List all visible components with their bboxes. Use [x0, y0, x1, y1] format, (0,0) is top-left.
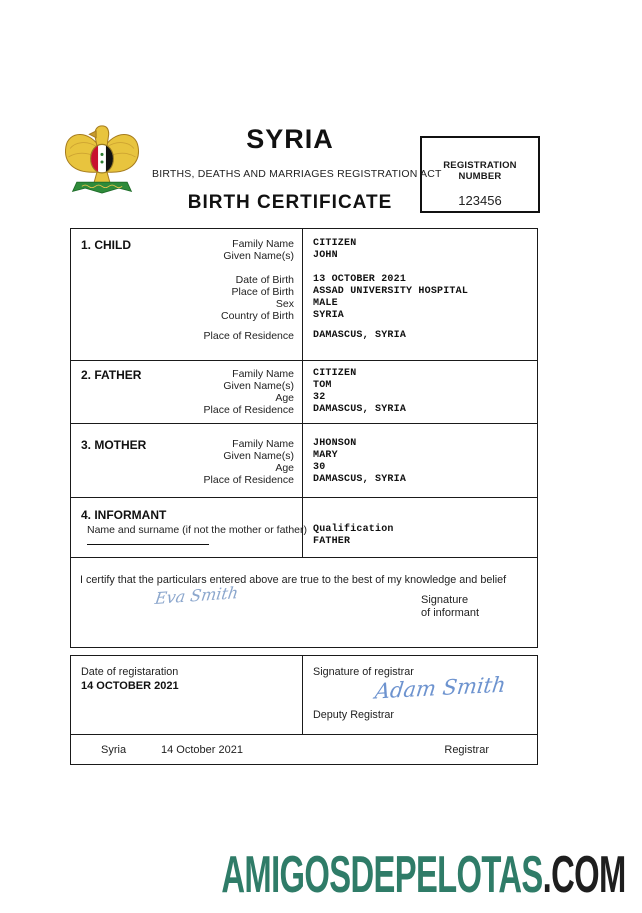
field-value: MARY	[313, 450, 338, 461]
section-father-title: 2. FATHER	[81, 368, 142, 382]
syria-coat-of-arms-icon	[60, 120, 144, 204]
field-value: CITIZEN	[313, 238, 357, 249]
field-value: SYRIA	[313, 310, 345, 321]
signature-label-line1: Signature	[421, 594, 469, 606]
informant-values	[302, 498, 537, 557]
child-values	[302, 229, 537, 360]
section-informant-title: 4. INFORMANT	[81, 508, 167, 522]
section-mother-title: 3. MOTHER	[81, 438, 147, 452]
field-value: 30	[313, 462, 326, 473]
field-label: Place of Birth	[231, 286, 294, 298]
registrar-signature-label: Signature of registrar	[313, 666, 414, 678]
father-values	[302, 361, 537, 423]
registration-date-value: 14 OCTOBER 2021	[81, 680, 179, 692]
registration-number-box	[420, 136, 540, 213]
registrar-title: Deputy Registrar	[313, 709, 395, 721]
father-labels	[71, 361, 302, 423]
field-label: Sex	[275, 298, 294, 310]
section-informant	[71, 497, 537, 557]
field-value: JHONSON	[313, 438, 357, 449]
field-value: CITIZEN	[313, 368, 357, 379]
informant-signature: Eva Smith	[153, 582, 240, 609]
field-value: JOHN	[313, 250, 338, 261]
act-subtitle: BIRTHS, DEATHS AND MARRIAGES REGISTRATION ACT	[152, 168, 442, 180]
registration-date-label: Date of registaration	[81, 666, 179, 678]
registrar-signature: Adam Smith	[373, 672, 508, 704]
footer-strip	[70, 734, 538, 765]
field-label: Given Name(s)	[223, 380, 294, 392]
footer-country: Syria	[101, 744, 127, 756]
certificate-table	[70, 228, 538, 648]
field-value: MALE	[313, 298, 338, 309]
field-label: Place of Residence	[203, 330, 294, 342]
field-label: Age	[275, 462, 294, 474]
registration-date-cell	[71, 656, 302, 734]
registration-number-value: 123456	[458, 193, 502, 208]
section-father	[71, 360, 537, 423]
section-child	[71, 229, 537, 360]
watermark-brand: AMIGOSDEPELOTAS	[221, 846, 543, 904]
child-labels	[71, 229, 302, 360]
registration-block	[70, 655, 538, 735]
field-value: ASSAD UNIVERSITY HOSPITAL	[313, 286, 469, 297]
footer-date: 14 October 2021	[161, 744, 243, 756]
document-title: BIRTH CERTIFICATE	[187, 192, 393, 213]
field-label: Given Name(s)	[223, 450, 294, 462]
mother-labels	[71, 424, 302, 497]
country-title: SYRIA	[246, 124, 334, 154]
field-value: DAMASCUS, SYRIA	[313, 474, 407, 485]
field-label: Family Name	[232, 438, 294, 450]
qualification-label: Qualification	[313, 524, 394, 535]
field-label: Place of Residence	[203, 474, 294, 486]
field-label: Family Name	[232, 238, 294, 250]
section-child-title: 1. CHILD	[81, 238, 132, 252]
field-value: DAMASCUS, SYRIA	[313, 330, 407, 341]
field-label: Age	[275, 392, 294, 404]
field-label: Given Name(s)	[223, 250, 294, 262]
watermark-tld: .COM	[542, 846, 626, 904]
registration-number-label: REGISTRATION NUMBER	[443, 160, 517, 182]
informant-signature-label	[421, 594, 479, 620]
informant-name-label: Name and surname (if not the mother or father)	[87, 524, 308, 536]
field-value: DAMASCUS, SYRIA	[313, 404, 407, 415]
mother-values	[302, 424, 537, 497]
field-value: 32	[313, 392, 326, 403]
signature-label-line2: of informant	[421, 607, 480, 619]
section-certification	[71, 557, 537, 647]
registrar-signature-cell	[302, 656, 537, 734]
informant-name-blank-line	[87, 544, 209, 545]
field-label: Date of Birth	[235, 274, 294, 286]
section-mother	[71, 423, 537, 497]
watermark	[221, 846, 626, 904]
field-label: Family Name	[232, 368, 294, 380]
certification-statement: I certify that the particulars entered above are true to the best of my knowledge and belief	[80, 574, 507, 586]
field-value: 13 OCTOBER 2021	[313, 274, 407, 285]
header	[152, 124, 442, 214]
field-label: Country of Birth	[221, 310, 294, 322]
footer-role: Registrar	[444, 744, 489, 756]
field-label: Place of Residence	[203, 404, 294, 416]
field-value: TOM	[313, 380, 332, 391]
qualification-value: FATHER	[313, 536, 351, 547]
